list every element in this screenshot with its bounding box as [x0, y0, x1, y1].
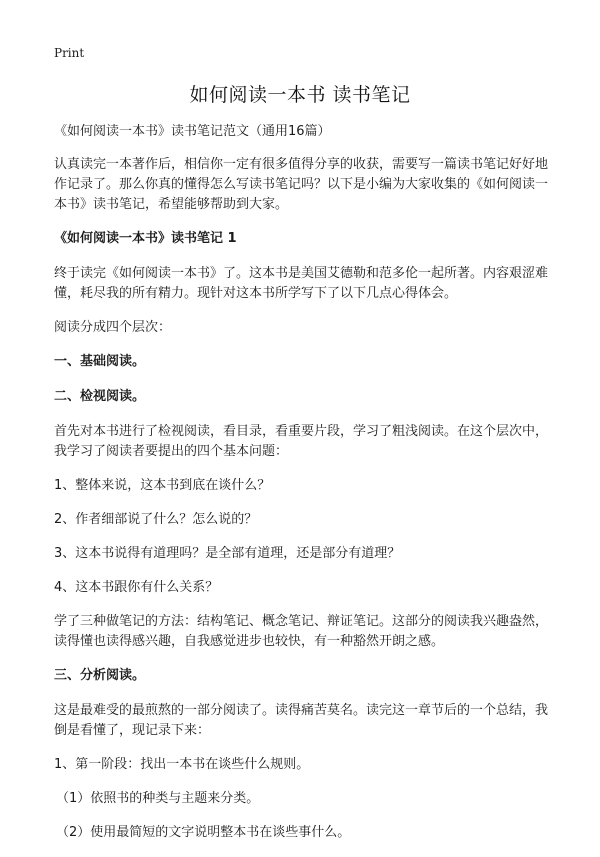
question-1: 1、整体来说，这本书到底在谈什么？ — [54, 478, 271, 493]
question-3: 3、这本书说得有道理吗？是全部有道理，还是部分有道理？ — [54, 546, 401, 561]
print-label[interactable]: Print — [54, 46, 85, 60]
question-4: 4、这本书跟你有什么关系？ — [54, 580, 219, 595]
heading-inspectional-reading: 二、检视阅读。 — [54, 389, 146, 404]
heading-analytical-reading: 三、分析阅读。 — [54, 668, 146, 683]
paragraph-1: 终于读完《如何阅读一本书》了。这本书是美国艾德勒和范多伦一起所著。内容艰涩难懂，耗尽我的所有精力。现针对这本书所学写下了以下几点心得体会。 — [54, 266, 549, 301]
paragraph-notes: 学了三种做笔记的方法：结构笔记、概念笔记、辩证笔记。这部分的阅读我兴趣盎然，读得懂也读得感兴趣，自我感觉进步也较快，有一种豁然开朗之感。 — [54, 614, 549, 649]
page-title: 如何阅读一本书 读书笔记 — [189, 84, 411, 106]
paragraph-levels: 阅读分成四个层次： — [54, 320, 172, 335]
stage-1-rule-a: （1）依照书的种类与主题来分类。 — [56, 791, 260, 806]
stage-1-rule-b: （2）使用最简短的文字说明整本书在谈些事什么。 — [56, 825, 351, 840]
paragraph-analytical: 这是最难受的最煎熬的一部分阅读了。读得痛苦莫名。读完这一章节后的一个总结，我倒是看懂了，现记录下来： — [54, 703, 549, 738]
paragraph-inspectional: 首先对本书进行了检视阅读，看目录，看重要片段，学习了粗浅阅读。在这个层次中，我学习了阅读者要提出的四个基本问题： — [54, 424, 549, 459]
section-title: 《如何阅读一本书》读书笔记 1 — [54, 231, 237, 246]
stage-1: 1、第一阶段：找出一本书在谈些什么规则。 — [54, 757, 310, 772]
intro-paragraph: 认真读完一本著作后，相信你一定有很多值得分享的收获，需要写一篇读书笔记好好地作记录了。那么你真的懂得怎么写读书笔记吗？以下是小编为大家收集的《如何阅读一本书》读书笔记，希望能够帮助到大家。 — [54, 157, 549, 212]
document-body — [54, 122, 554, 857]
heading-basic-reading: 一、基础阅读。 — [54, 354, 146, 369]
question-2: 2、作者细部说了什么？怎么说的？ — [54, 512, 258, 527]
document-subtitle: 《如何阅读一本书》读书笔记范文（通用16篇） — [54, 124, 331, 139]
